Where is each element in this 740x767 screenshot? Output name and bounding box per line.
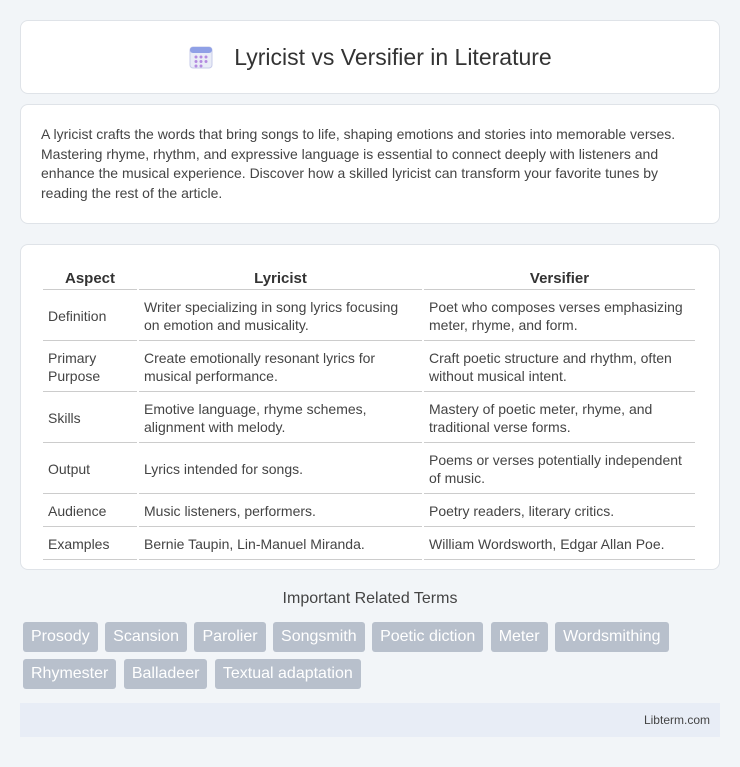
row-versifier: Poet who composes verses emphasizing meter, rhyme, and form. xyxy=(424,292,695,341)
row-versifier: Poems or verses potentially independent of music. xyxy=(424,445,695,494)
row-lyricist: Music listeners, performers. xyxy=(139,496,422,527)
footer xyxy=(20,703,720,737)
intro-card xyxy=(20,104,720,224)
calendar-grid-icon xyxy=(188,44,214,70)
tag-poetic-diction[interactable]: Poetic diction xyxy=(372,622,483,652)
tag-prosody[interactable]: Prosody xyxy=(23,622,98,652)
tag-meter[interactable]: Meter xyxy=(491,622,548,652)
comparison-card xyxy=(20,244,720,570)
row-aspect: Output xyxy=(43,445,137,494)
page-title: Lyricist vs Versifier in Literature xyxy=(234,43,552,70)
intro-text: A lyricist crafts the words that bring songs to life, shaping emotions and stories into memorable verses. Mastering rhyme, rhythm, and expressive language is essential to connect deeply with listeners and enhance the musical experience. Discover how a skilled lyricist can transform your favorite tunes by reading the rest of the article. xyxy=(41,126,676,201)
row-versifier: William Wordsworth, Edgar Allan Poe. xyxy=(424,529,695,560)
row-versifier: Poetry readers, literary critics. xyxy=(424,496,695,527)
row-aspect: Skills xyxy=(43,394,137,443)
row-lyricist: Create emotionally resonant lyrics for musical performance. xyxy=(139,343,422,392)
row-lyricist: Writer specializing in song lyrics focusing on emotion and musicality. xyxy=(139,292,422,341)
tag-parolier[interactable]: Parolier xyxy=(194,622,265,652)
table-row xyxy=(43,343,695,392)
row-aspect: Definition xyxy=(43,292,137,341)
row-versifier: Craft poetic structure and rhythm, often without musical intent. xyxy=(424,343,695,392)
row-aspect: Primary Purpose xyxy=(43,343,137,392)
header-aspect: Aspect xyxy=(43,267,137,290)
table-header-row xyxy=(43,267,695,290)
tag-wordsmithing[interactable]: Wordsmithing xyxy=(555,622,669,652)
header-versifier: Versifier xyxy=(424,267,695,290)
row-lyricist: Emotive language, rhyme schemes, alignment with melody. xyxy=(139,394,422,443)
row-versifier: Mastery of poetic meter, rhyme, and traditional verse forms. xyxy=(424,394,695,443)
header-card xyxy=(20,20,720,94)
tag-scansion[interactable]: Scansion xyxy=(105,622,187,652)
table-row xyxy=(43,496,695,527)
row-aspect: Audience xyxy=(43,496,137,527)
row-lyricist: Lyrics intended for songs. xyxy=(139,445,422,494)
tag-balladeer[interactable]: Balladeer xyxy=(124,659,208,689)
table-row xyxy=(43,529,695,560)
row-aspect: Examples xyxy=(43,529,137,560)
footer-site-link[interactable]: Libterm.com xyxy=(643,713,710,727)
related-terms-list xyxy=(23,622,723,696)
table-row xyxy=(43,292,695,341)
table-row xyxy=(43,394,695,443)
table-row xyxy=(43,445,695,494)
tag-textual-adaptation[interactable]: Textual adaptation xyxy=(215,659,361,689)
header-lyricist: Lyricist xyxy=(139,267,422,290)
tag-songsmith[interactable]: Songsmith xyxy=(273,622,365,652)
comparison-table xyxy=(41,265,697,562)
related-terms-title: Important Related Terms xyxy=(282,590,458,607)
tag-rhymester[interactable]: Rhymester xyxy=(23,659,116,689)
row-lyricist: Bernie Taupin, Lin-Manuel Miranda. xyxy=(139,529,422,560)
